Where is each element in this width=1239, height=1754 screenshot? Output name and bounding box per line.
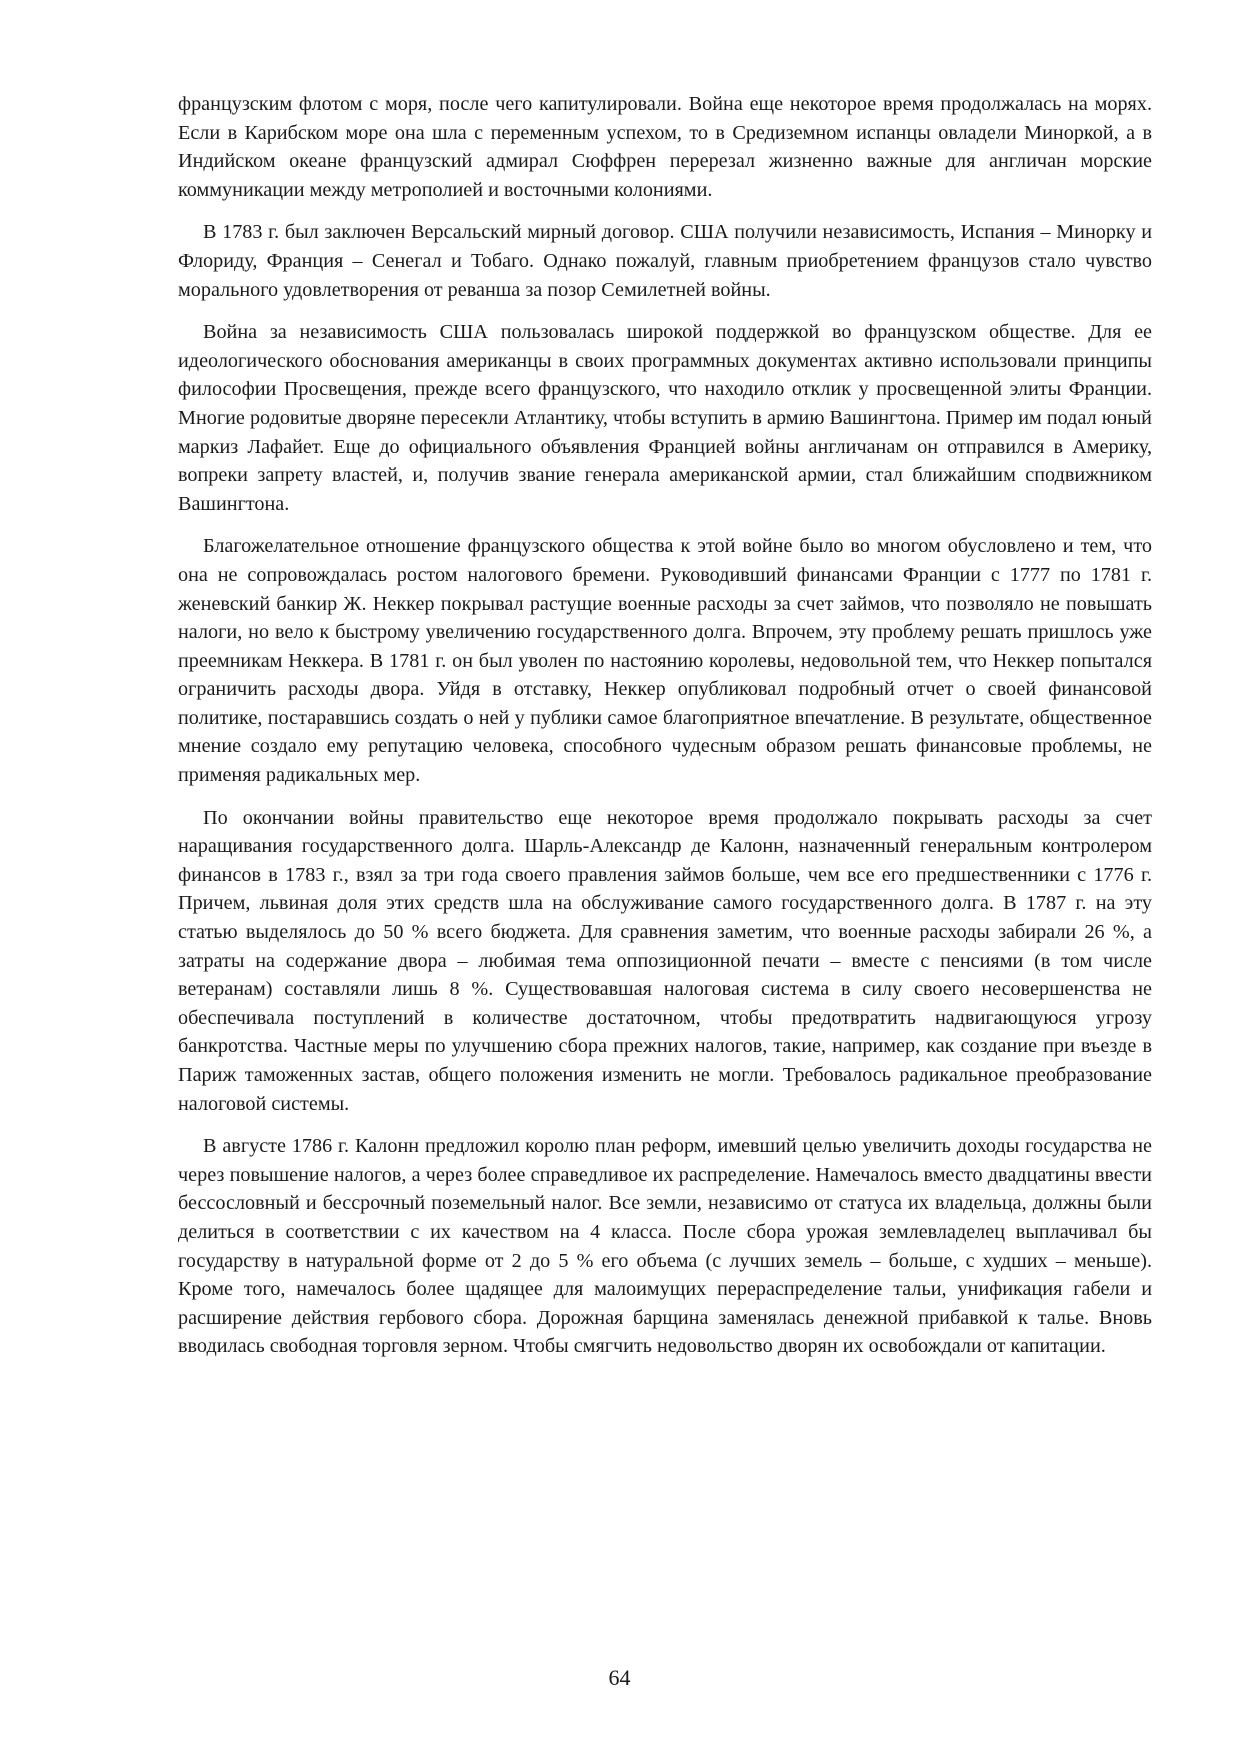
paragraph-2: В 1783 г. был заключен Версальский мирный договор. США получили независимость, Испания – Минорку и Флориду, Франция – Сенегал и Тобаго. Однако пожалуй, главным приобретением французов стало чувство морального удовлетворения от реванша за позор Семилетней войны.: [178, 221, 1152, 301]
paragraph-6: В августе 1786 г. Калонн предложил королю план реформ, имевший целью увеличить доходы государства не через повышение налогов, а через более справедливое их распределение. Намечалось вместо двадцатины ввести бессословный и бессрочный поземельный налог. Все земли, независимо от статуса их владельца, должны были делиться в соответствии с их качеством на 4 класса. После сбора урожая землевладелец выплачивал бы государству в натуральной форме от 2 до 5 % его объема (с лучших земель – больше, с худших – меньше). Кроме того, намечалось более щадящее для малоимущих перераспределение тальи, унификация габели и расширение действия гербового сбора. Дорожная барщина заменялась денежной прибавкой к талье. Вновь вводилась свободная торговля зерном. Чтобы смягчить недовольство дворян их освобождали от капитации.: [178, 1135, 1152, 1358]
body-text: [178, 90, 1152, 1375]
paragraph-4: Благожелательное отношение французского общества к этой войне было во многом обусловлено и тем, что она не сопровождалась ростом налогового бремени. Руководивший финансами Франции с 1777 по 1781 г. женевский банкир Ж. Неккер покрывал растущие военные расходы за счет займов, что позволяло не повышать налоги, но вело к быстрому увеличению государственного долга. Впрочем, эту проблему решать пришлось уже преемникам Неккера. В 1781 г. он был уволен по настоянию королевы, недовольной тем, что Неккер попытался ограничить расходы двора. Уйдя в отставку, Неккер опубликовал подробный отчет о своей финансовой политике, постаравшись создать о ней у публики самое благоприятное впечатление. В результате, общественное мнение создало ему репутацию человека, способного чудесным образом решать финансовые проблемы, не применяя радикальных мер.: [178, 535, 1152, 787]
paragraph-5: По окончании войны правительство еще некоторое время продолжало покрывать расходы за счет наращивания государственного долга. Шарль-Александр де Калонн, назначенный генеральным контролером финансов в 1783 г., взял за три года своего правления займов больше, чем все его предшественники с 1776 г. Причем, львиная доля этих средств шла на обслуживание самого государственного долга. В 1787 г. на эту статью выделялось до 50 % всего бюджета. Для сравнения заметим, что военные расходы забирали 26 %, а затраты на содержание двора – любимая тема оппозиционной печати – вместе с пенсиями (в том числе ветеранам) составляли лишь 8 %. Существовавшая налоговая система в силу своего несовершенства не обеспечивала поступлений в количестве достаточном, чтобы предотвратить надвигающуюся угрозу банкротства. Частные меры по улучшению сбора прежних налогов, такие, например, как создание при въезде в Париж таможенных застав, общего положения изменить не могли. Требовалось радикальное преобразование налоговой системы.: [178, 806, 1152, 1115]
paragraph-1: французским флотом с моря, после чего капитулировали. Война еще некоторое время продолжалась на морях. Если в Карибском море она шла с переменным успехом, то в Средиземном испанцы овладели Миноркой, а в Индийском океане французский адмирал Сюффрен перерезал жизненно важные для англичан морские коммуникации между метрополией и восточными колониями.: [178, 93, 1152, 201]
paragraph-3: Война за независимость США пользовалась широкой поддержкой во французском обществе. Для ее идеологического обоснования американцы в своих программных документах активно использовали принципы философии Просвещения, прежде всего французского, что находило отклик у просвещенной элиты Франции. Многие родовитые дворяне пересекли Атлантику, чтобы вступить в армию Вашингтона. Пример им подал юный маркиз Лафайет. Еще до официального объявления Францией войны англичанам он отправился в Америку, вопреки запрету властей, и, получив звание генерала американской армии, стал ближайшим сподвижником Вашингтона.: [178, 321, 1152, 515]
page-number: 64: [608, 1665, 631, 1690]
